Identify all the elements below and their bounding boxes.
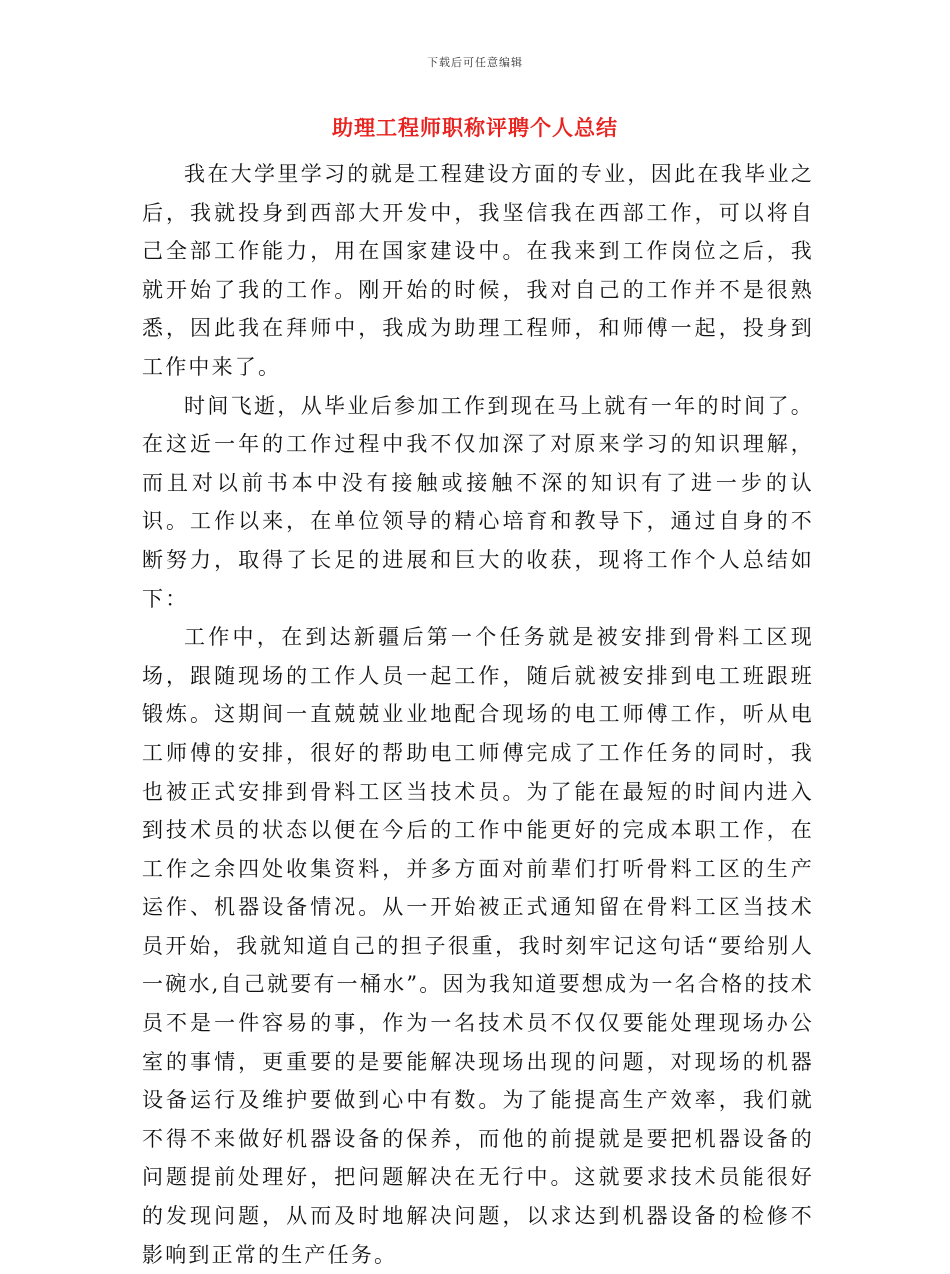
paragraph: 时间飞逝，从毕业后参加工作到现在马上就有一年的时间了。在这近一年的工作过程中我不仅加深了对原来学习的知识理解，而且对以前书本中没有接触或接触不深的知识有了进一步的认识。工作以来，在单位领导的精心培育和教导下，通过自身的不断努力，取得了长足的进展和巨大的收获，现将工作个人总结如下： <box>142 393 814 611</box>
document-body <box>142 155 814 1274</box>
header-note: 下载后可任意编辑 <box>427 56 523 69</box>
paragraph: 工作中，在到达新疆后第一个任务就是被安排到骨料工区现场，跟随现场的工作人员一起工作，随后就被安排到电工班跟班锻炼。这期间一直兢兢业业地配合现场的电工师傅工作，听从电工师傅的安排，很好的帮助电工师傅完成了工作任务的同时，我也被正式安排到骨料工区当技术员。为了能在最短的时间内进入到技术员的状态以便在今后的工作中能更好的完成本职工作，在工作之余四处收集资料，并多方面对前辈们打听骨料工区的生产运作、机器设备情况。从一开始被正式通知留在骨料工区当技术员开始，我就知道自己的担子很重，我时刻牢记这句话“要给别人一碗水,自己就要有一桶水”。因为我知道要想成为一名合格的技术员不是一件容易的事，作为一名技术员不仅仅要能处理现场办公室的事情，更重要的是要能解决现场出现的问题，对现场的机器设备运行及维护要做到心中有数。为了能提高生产效率，我们就不得不来做好机器设备的保养，而他的前提就是要把机器设备的问题提前处理好，把问题解决在无行中。这就要求技术员能很好的发现问题，从而及时地解决问题，以求达到机器设备的检修不影响到正常的生产任务。 <box>142 625 814 1267</box>
document-title: 助理工程师职称评聘个人总结 <box>332 115 618 140</box>
paragraph: 我在大学里学习的就是工程建设方面的专业，因此在我毕业之后，我就投身到西部大开发中，我坚信我在西部工作，可以将自己全部工作能力，用在国家建设中。在我来到工作岗位之后，我就开始了我的工作。刚开始的时候，我对自己的工作并不是很熟悉，因此我在拜师中，我成为助理工程师，和师傅一起，投身到工作中来了。 <box>142 162 814 379</box>
